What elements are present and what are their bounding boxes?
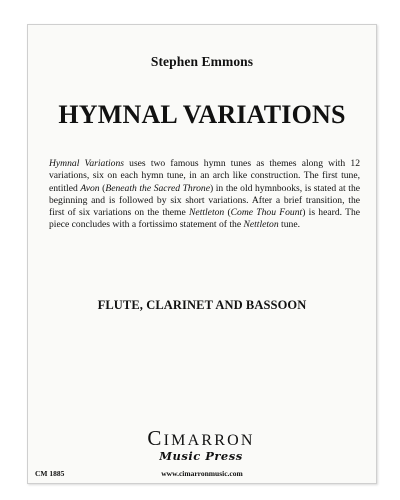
desc-text: ) is heard. The piece concludes with a fortissimo statement of the (49, 207, 361, 231)
desc-text: ( (99, 182, 106, 194)
logo-initial: C (147, 426, 164, 450)
description-paragraph (49, 158, 360, 232)
publisher-logo (123, 426, 279, 463)
desc-text: ) in the old hymnbooks, is stated at the beginning and is followed by six short variations. After a brief transition, the first of six variations on the theme (49, 182, 361, 219)
publisher-logo-subtitle: Music Press (159, 449, 243, 463)
desc-text: tune. (278, 219, 300, 231)
desc-tune2-alt: Come Thou Fount (230, 207, 303, 219)
publisher-website: www.cimarronmusic.com (161, 469, 243, 478)
composer-name: Stephen Emmons (150, 54, 254, 69)
desc-text: ( (224, 207, 231, 219)
desc-text: uses two famous hymn tunes as themes along with 12 variations, six on each hymn tune, in an arch like construction. The first tune, entitled (49, 158, 360, 194)
instrumentation: FLUTE, CLARINET AND BASSOON (97, 298, 307, 312)
desc-tune2: Nettleton (189, 207, 225, 219)
catalog-code: CM 1885 (35, 469, 65, 478)
desc-tune1: Avon (80, 182, 100, 194)
desc-tune1-alt: Beneath the Sacred Throne (105, 182, 210, 194)
desc-title-italic: Hymnal Variations (49, 158, 124, 169)
piece-title: HYMNAL VARIATIONS (58, 100, 346, 129)
sheet-music-cover (27, 24, 377, 484)
logo-rest: IMARRON (163, 432, 255, 449)
desc-tune2-b: Nettleton (243, 219, 279, 231)
publisher-logo-wordmark (123, 426, 279, 450)
